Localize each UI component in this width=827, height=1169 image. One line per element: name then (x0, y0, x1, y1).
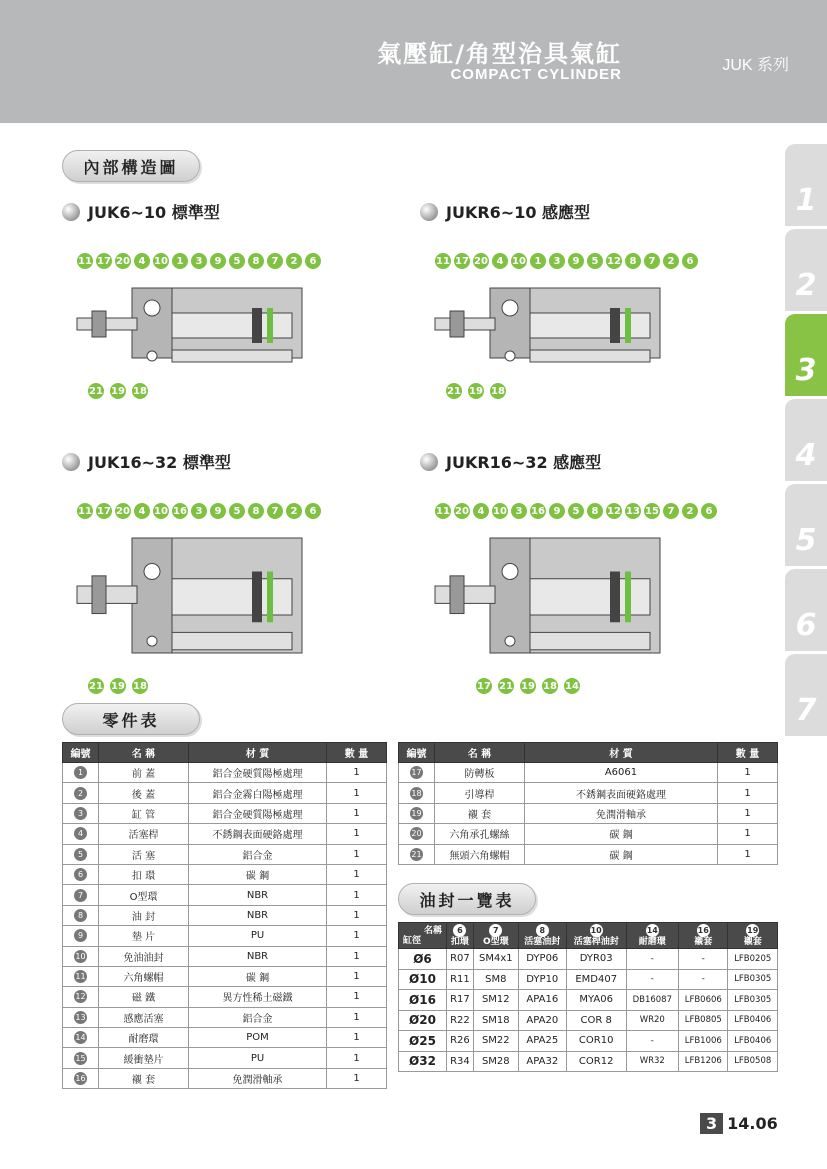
callout-number: 12 (605, 502, 623, 520)
parts-header: 材 質 (189, 743, 327, 763)
seal-cell: COR 8 (566, 1010, 626, 1031)
seal-header-label: 襯套 (743, 937, 762, 947)
chapter-tab-4[interactable]: 4 (785, 399, 827, 481)
parts-cell: 不銹鋼表面硬鉻處理 (525, 783, 718, 803)
seal-cell: LFB0205 (728, 949, 778, 970)
diagram-title-0 (62, 200, 220, 223)
seal-cell: DYR03 (566, 949, 626, 970)
callout-number: 6 (700, 502, 718, 520)
part-number: 7 (74, 889, 87, 902)
callout-number: 5 (586, 252, 604, 270)
section-seals: 油封一覽表 (398, 883, 536, 915)
parts-cell: 防轉板 (435, 763, 525, 783)
seal-cell: R11 (447, 969, 474, 990)
callout-number: 2 (662, 252, 680, 270)
parts-cell: 活 塞 (99, 844, 189, 864)
table-row (63, 844, 387, 864)
diagram-title-text: JUK16~32 標準型 (88, 453, 231, 472)
callout-row-bottom (87, 382, 149, 400)
callout-number: 3 (510, 502, 528, 520)
part-number: 10 (75, 951, 86, 961)
callout-number: 5 (567, 502, 585, 520)
part-number: 4 (74, 827, 87, 840)
callout-number: 11 (76, 252, 94, 270)
series-label: JUK 系列 (722, 57, 789, 74)
parts-cell: 1 (718, 803, 778, 823)
part-number: 11 (75, 972, 86, 982)
seal-cell: SM12 (473, 990, 518, 1011)
bullet-icon (420, 203, 438, 221)
seal-cell: SM4x1 (473, 949, 518, 970)
cylinder-drawing (72, 278, 322, 378)
parts-table-right (398, 742, 778, 865)
seal-cell: Ø20 (399, 1010, 447, 1031)
callout-number: 20 (453, 502, 471, 520)
callout-number: 16 (529, 502, 547, 520)
callout-number: 6 (304, 252, 322, 270)
callout-number: 1 (529, 252, 547, 270)
callout-number: 4 (472, 502, 490, 520)
callout-number: 10 (152, 252, 170, 270)
part-number: 21 (411, 849, 422, 859)
parts-cell: PU (189, 1048, 327, 1068)
seal-cell: Ø6 (399, 949, 447, 970)
seal-cell: DB16087 (626, 990, 678, 1011)
parts-cell: 活塞桿 (99, 824, 189, 844)
parts-header: 名 稱 (435, 743, 525, 763)
table-row (399, 844, 778, 864)
parts-cell: 免潤滑軸承 (189, 1068, 327, 1088)
parts-cell: 引導桿 (435, 783, 525, 803)
bullet-icon (420, 453, 438, 471)
parts-cell: 緩衝墊片 (99, 1048, 189, 1068)
table-row (63, 864, 387, 884)
bullet-icon (62, 453, 80, 471)
seal-part-number: 10 (590, 926, 602, 935)
table-row (399, 1051, 778, 1072)
seal-cell: LFB0606 (679, 990, 728, 1011)
seal-cell: - (679, 949, 728, 970)
bullet-icon (62, 203, 80, 221)
part-number: 1 (74, 766, 87, 779)
parts-cell: 1 (327, 905, 387, 925)
seal-cell: Ø32 (399, 1051, 447, 1072)
callout-number: 21 (87, 382, 105, 400)
callout-number: 2 (681, 502, 699, 520)
parts-header: 編號 (399, 743, 435, 763)
parts-cell: 1 (327, 1007, 387, 1027)
parts-cell: O型環 (99, 885, 189, 905)
seal-cell: WR20 (626, 1010, 678, 1031)
callout-number: 1 (171, 252, 189, 270)
seal-header-label: 活塞桿油封 (573, 937, 619, 947)
seal-cell: - (626, 949, 678, 970)
parts-cell: 1 (718, 824, 778, 844)
seal-cell: LFB0508 (728, 1051, 778, 1072)
chapter-tab-6[interactable]: 6 (785, 569, 827, 651)
seal-header-label: 扣環 (450, 937, 469, 947)
parts-cell: 1 (718, 763, 778, 783)
parts-cell: 碳 鋼 (189, 966, 327, 986)
part-number: 6 (74, 868, 87, 881)
chapter-tab-1[interactable]: 1 (785, 144, 827, 226)
callout-number: 12 (605, 252, 623, 270)
parts-cell: POM (189, 1028, 327, 1048)
table-row (399, 824, 778, 844)
parts-cell: 1 (327, 1068, 387, 1088)
parts-cell: 免油油封 (99, 946, 189, 966)
part-number: 17 (411, 768, 422, 778)
parts-cell: 1 (327, 926, 387, 946)
title-zh: 氣壓缸/角型治具氣缸 (377, 40, 622, 68)
table-row (63, 987, 387, 1007)
parts-cell: 油 封 (99, 905, 189, 925)
parts-cell: 1 (327, 885, 387, 905)
seal-header-label: 襯套 (694, 937, 713, 947)
table-row (399, 1031, 778, 1052)
seal-cell: MYA06 (566, 990, 626, 1011)
callout-number: 9 (209, 502, 227, 520)
seal-cell: R07 (447, 949, 474, 970)
section-internal: 內部構造圖 (62, 150, 200, 182)
table-row (399, 949, 778, 970)
parts-cell: 碳 鋼 (525, 824, 718, 844)
table-row (63, 1028, 387, 1048)
parts-cell: 襯 套 (99, 1068, 189, 1088)
callout-number: 17 (95, 252, 113, 270)
seal-cell: - (626, 1031, 678, 1052)
callout-number: 15 (643, 502, 661, 520)
callout-row-bottom (445, 382, 507, 400)
seal-cell: WR32 (626, 1051, 678, 1072)
callout-number: 7 (266, 502, 284, 520)
parts-cell: 1 (718, 783, 778, 803)
part-number: 18 (411, 788, 422, 798)
callout-number: 2 (285, 502, 303, 520)
parts-cell: 六角承孔螺絲 (435, 824, 525, 844)
callout-row-bottom (475, 677, 581, 695)
callout-row-bottom (87, 677, 149, 695)
seal-cell: DYP06 (518, 949, 566, 970)
diagram-title-text: JUKR6~10 感應型 (446, 203, 591, 222)
seal-cell: SM18 (473, 1010, 518, 1031)
part-number: 12 (75, 992, 86, 1002)
parts-cell: 鋁合金硬質陽極處理 (189, 803, 327, 823)
seal-cell: LFB0805 (679, 1010, 728, 1031)
table-row (63, 783, 387, 803)
table-row (63, 803, 387, 823)
parts-cell: 1 (327, 783, 387, 803)
callout-number: 10 (510, 252, 528, 270)
callout-number: 20 (472, 252, 490, 270)
callout-number: 19 (109, 677, 127, 695)
callout-number: 19 (109, 382, 127, 400)
callout-row-top (76, 502, 322, 520)
part-number: 16 (75, 1074, 86, 1084)
seal-cell: Ø16 (399, 990, 447, 1011)
parts-cell: 扣 環 (99, 864, 189, 884)
parts-header: 數 量 (327, 743, 387, 763)
seal-part-number: 14 (646, 926, 658, 935)
seal-part-number: 7 (489, 924, 502, 937)
parts-cell: A6061 (525, 763, 718, 783)
callout-number: 3 (190, 252, 208, 270)
callout-number: 18 (131, 382, 149, 400)
seal-cell: R17 (447, 990, 474, 1011)
parts-cell: 鋁合金 (189, 844, 327, 864)
callout-number: 8 (247, 502, 265, 520)
parts-cell: 鋁合金霧白陽極處理 (189, 783, 327, 803)
parts-header: 材 質 (525, 743, 718, 763)
callout-number: 10 (491, 502, 509, 520)
table-row (399, 763, 778, 783)
parts-cell: 碳 鋼 (525, 844, 718, 864)
callout-number: 18 (489, 382, 507, 400)
corner-bore: 缸徑 (403, 935, 422, 946)
seal-table (398, 922, 778, 1072)
parts-cell: 感應活塞 (99, 1007, 189, 1027)
table-row (63, 1068, 387, 1088)
seal-cell: APA20 (518, 1010, 566, 1031)
callout-number: 3 (548, 252, 566, 270)
callout-number: 14 (563, 677, 581, 695)
part-number: 14 (75, 1033, 86, 1043)
parts-cell: 異方性稀土磁鐵 (189, 987, 327, 1007)
parts-cell: 六角螺帽 (99, 966, 189, 986)
part-number: 3 (74, 807, 87, 820)
parts-cell: 1 (327, 946, 387, 966)
callout-number: 7 (662, 502, 680, 520)
callout-number: 19 (519, 677, 537, 695)
seal-cell: Ø25 (399, 1031, 447, 1052)
part-number: 13 (75, 1012, 86, 1022)
callout-number: 20 (114, 252, 132, 270)
cylinder-drawing (430, 528, 680, 673)
callout-number: 2 (285, 252, 303, 270)
parts-table-left (62, 742, 387, 1089)
page-num: 14.06 (727, 1114, 778, 1133)
callout-number: 21 (87, 677, 105, 695)
callout-number: 8 (586, 502, 604, 520)
callout-row-top (434, 502, 718, 520)
table-row (63, 763, 387, 783)
table-row (63, 1048, 387, 1068)
table-row (63, 905, 387, 925)
seal-cell: R34 (447, 1051, 474, 1072)
callout-number: 6 (304, 502, 322, 520)
parts-cell: 1 (327, 763, 387, 783)
seal-cell: DYP10 (518, 969, 566, 990)
callout-number: 10 (152, 502, 170, 520)
seal-cell: R26 (447, 1031, 474, 1052)
callout-number: 13 (624, 502, 642, 520)
chapter-tabs (785, 144, 827, 739)
callout-number: 11 (434, 252, 452, 270)
callout-number: 8 (624, 252, 642, 270)
table-row (63, 946, 387, 966)
parts-cell: 1 (327, 1048, 387, 1068)
page-header (0, 0, 827, 123)
callout-number: 4 (133, 502, 151, 520)
table-row (63, 1007, 387, 1027)
parts-cell: 碳 鋼 (189, 864, 327, 884)
seal-cell: - (679, 969, 728, 990)
callout-row-top (434, 252, 699, 270)
seal-header-label: O型環 (482, 937, 509, 947)
table-row (63, 824, 387, 844)
table-row (399, 783, 778, 803)
table-row (399, 990, 778, 1011)
seal-part-number: 8 (536, 924, 549, 937)
callout-number: 11 (76, 502, 94, 520)
cylinder-drawing (430, 278, 680, 378)
callout-number: 4 (133, 252, 151, 270)
diagram-title-3 (420, 450, 601, 473)
parts-cell: 磁 鐵 (99, 987, 189, 1007)
callout-number: 11 (434, 502, 452, 520)
seal-cell: COR12 (566, 1051, 626, 1072)
parts-cell: NBR (189, 905, 327, 925)
callout-number: 19 (467, 382, 485, 400)
seal-cell: R22 (447, 1010, 474, 1031)
chapter-number: 3 (700, 1113, 723, 1134)
seal-cell: APA16 (518, 990, 566, 1011)
callout-number: 20 (114, 502, 132, 520)
seal-cell: SM28 (473, 1051, 518, 1072)
diagram-title-text: JUK6~10 標準型 (88, 203, 220, 222)
parts-cell: 前 蓋 (99, 763, 189, 783)
parts-header: 名 稱 (99, 743, 189, 763)
part-number: 20 (411, 829, 422, 839)
chapter-tab-2[interactable]: 2 (785, 229, 827, 311)
part-number: 19 (411, 808, 422, 818)
parts-cell: 1 (327, 966, 387, 986)
parts-cell: 1 (718, 844, 778, 864)
callout-number: 9 (548, 502, 566, 520)
table-row (399, 1010, 778, 1031)
callout-number: 7 (643, 252, 661, 270)
seal-cell: LFB0406 (728, 1031, 778, 1052)
parts-cell: NBR (189, 885, 327, 905)
seal-cell: COR10 (566, 1031, 626, 1052)
parts-cell: 1 (327, 1028, 387, 1048)
seal-header-label: 活塞油封 (524, 937, 561, 947)
parts-cell: 1 (327, 844, 387, 864)
callout-number: 18 (541, 677, 559, 695)
callout-number: 17 (95, 502, 113, 520)
seal-cell: APA25 (518, 1031, 566, 1052)
seal-cell: SM8 (473, 969, 518, 990)
callout-number: 21 (497, 677, 515, 695)
parts-cell: 無頭六角螺帽 (435, 844, 525, 864)
callout-number: 3 (190, 502, 208, 520)
seal-cell: LFB1006 (679, 1031, 728, 1052)
corner-name: 名稱 (423, 925, 442, 936)
seal-part-number: 6 (453, 924, 466, 937)
page-number (700, 1113, 778, 1134)
table-row (399, 803, 778, 823)
parts-cell: 缸 管 (99, 803, 189, 823)
parts-cell: 1 (327, 987, 387, 1007)
seal-cell: LFB0305 (728, 990, 778, 1011)
seal-part-number: 16 (697, 926, 709, 935)
seal-cell: LFB1206 (679, 1051, 728, 1072)
parts-cell: 1 (327, 803, 387, 823)
parts-cell: 免潤滑軸承 (525, 803, 718, 823)
seal-part-number: 19 (747, 926, 759, 935)
parts-header: 數 量 (718, 743, 778, 763)
seal-cell: Ø10 (399, 969, 447, 990)
chapter-tab-3[interactable]: 3 (785, 314, 827, 396)
callout-number: 21 (445, 382, 463, 400)
seal-cell: SM22 (473, 1031, 518, 1052)
parts-cell: 1 (327, 824, 387, 844)
part-number: 8 (74, 909, 87, 922)
table-row (63, 926, 387, 946)
callout-number: 9 (209, 252, 227, 270)
part-number: 15 (75, 1053, 86, 1063)
table-row (63, 885, 387, 905)
parts-cell: 1 (327, 864, 387, 884)
callout-number: 17 (475, 677, 493, 695)
parts-cell: PU (189, 926, 327, 946)
chapter-tab-5[interactable]: 5 (785, 484, 827, 566)
parts-cell: 鋁合金 (189, 1007, 327, 1027)
title-en: COMPACT CYLINDER (450, 66, 622, 83)
diagram-title-1 (420, 200, 590, 223)
callout-number: 16 (171, 502, 189, 520)
table-row (399, 969, 778, 990)
section-parts: 零件表 (62, 703, 200, 735)
seal-cell: APA32 (518, 1051, 566, 1072)
callout-number: 7 (266, 252, 284, 270)
seal-header-label: 耐磨環 (638, 937, 666, 947)
seal-cell: LFB0406 (728, 1010, 778, 1031)
diagram-title-2 (62, 450, 231, 473)
parts-cell: 鋁合金硬質陽極處理 (189, 763, 327, 783)
callout-number: 18 (131, 677, 149, 695)
callout-number: 5 (228, 502, 246, 520)
callout-number: 4 (491, 252, 509, 270)
parts-cell: 不銹鋼表面硬鉻處理 (189, 824, 327, 844)
callout-number: 5 (228, 252, 246, 270)
table-row (63, 966, 387, 986)
part-number: 2 (74, 787, 87, 800)
callout-number: 6 (681, 252, 699, 270)
callout-row-top (76, 252, 322, 270)
parts-cell: 襯 套 (435, 803, 525, 823)
parts-cell: NBR (189, 946, 327, 966)
seal-cell: EMD407 (566, 969, 626, 990)
parts-cell: 後 蓋 (99, 783, 189, 803)
cylinder-drawing (72, 528, 322, 673)
callout-number: 9 (567, 252, 585, 270)
parts-cell: 耐磨環 (99, 1028, 189, 1048)
diagram-title-text: JUKR16~32 感應型 (446, 453, 602, 472)
parts-header: 編號 (63, 743, 99, 763)
callout-number: 8 (247, 252, 265, 270)
seal-cell: - (626, 969, 678, 990)
part-number: 9 (74, 929, 87, 942)
seal-cell: LFB0305 (728, 969, 778, 990)
part-number: 5 (74, 848, 87, 861)
chapter-tab-7[interactable]: 7 (785, 654, 827, 736)
callout-number: 17 (453, 252, 471, 270)
parts-cell: 墊 片 (99, 926, 189, 946)
